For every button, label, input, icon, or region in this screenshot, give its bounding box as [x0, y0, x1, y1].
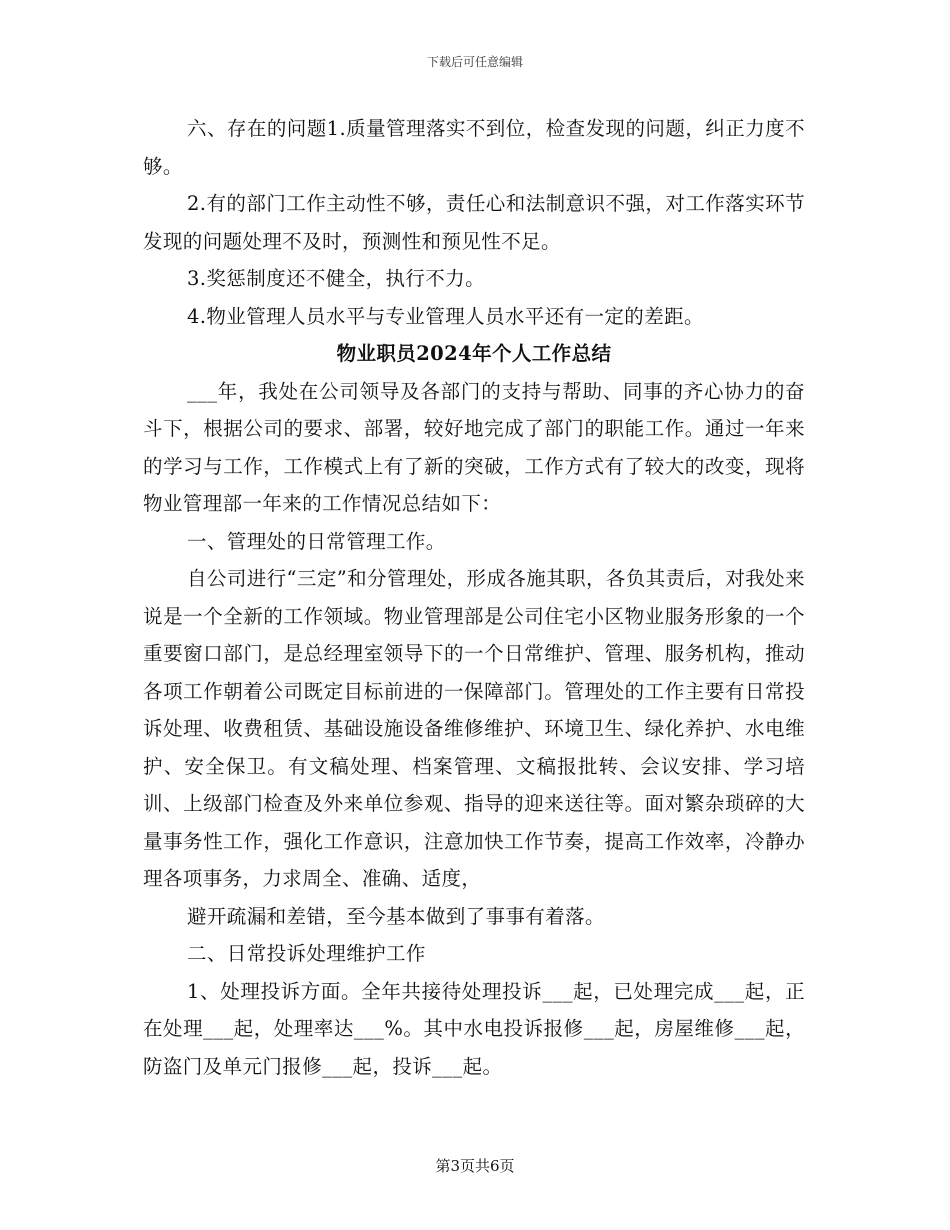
section-heading-1: 一、管理处的日常管理工作。 — [187, 529, 446, 553]
problem-item-2: 2.有的部门工作主动性不够，责任心和法制意识不强，对工作落实环节发现的问题处理不及时，预测性和预见性不足。 — [143, 192, 805, 253]
page-number: 第3页共6页 — [435, 1157, 515, 1175]
problem-item-4: 4.物业管理人员水平与专业管理人员水平还有一定的差距。 — [187, 304, 704, 328]
section-heading-2: 二、日常投诉处理维护工作 — [187, 942, 426, 965]
document-body — [143, 110, 805, 1085]
management-paragraph: 自公司进行“三定”和分管理处，形成各施其职，各负其责后，对我处来说是一个全新的工作领域。物业管理部是公司住宅小区物业服务形象的一个重要窗口部门，是总经理室领导下的一个日常维护、管理、服务机构，推动各项工作朝着公司既定目标前进的一保障部门。管理处的工作主要有日常投诉处理、收费租赁、基础设施设备维修维护、环境卫生、绿化养护、水电维护、安全保卫。有文稿处理、档案管理、文稿报批转、会议安排、学习培训、上级部门检查及外来单位参观、指导的迎来送往等。面对繁杂琐碎的大量事务性工作，强化工作意识，注意加快工作节奏，提高工作效率，冷静办理各项事务，力求周全、准确、适度， — [143, 567, 805, 890]
problem-item-3: 3.奖惩制度还不健全，执行不力。 — [187, 267, 486, 290]
header-note: 下载后可任意编辑 — [426, 55, 523, 69]
problem-item-6: 六、存在的问题1.质量管理落实不到位，检查发现的问题，纠正力度不够。 — [143, 117, 805, 178]
management-conclusion: 避开疏漏和差错，至今基本做到了事事有着落。 — [187, 904, 605, 928]
complaints-paragraph: 1、处理投诉方面。全年共接待处理投诉___起，已处理完成___起，正在处理___起，处理率达___%。其中水电投诉报修___起，房屋维修___起，防盗门及单元门报修___起，投诉___起。 — [143, 979, 805, 1078]
document-title: 物业职员2024年个人工作总结 — [336, 342, 612, 365]
intro-paragraph: ___年，我处在公司领导及各部门的支持与帮助、同事的齐心协力的奋斗下，根据公司的要求、部署，较好地完成了部门的职能工作。通过一年来的学习与工作，工作模式上有了新的突破，工作方式有了较大的改变，现将物业管理部一年来的工作情况总结如下： — [143, 379, 805, 515]
